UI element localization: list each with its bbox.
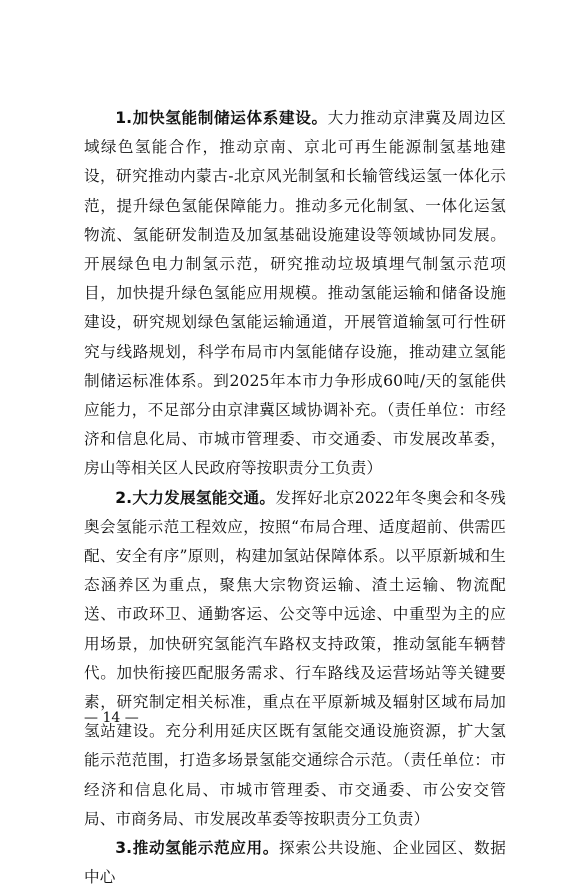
paragraph-body: 探索公共设施、企业园区、数据中心 bbox=[84, 839, 507, 887]
paragraph-hydrogen-transport bbox=[84, 484, 506, 834]
paragraph-hydrogen-demo bbox=[84, 834, 506, 892]
paragraph-heading: 1.加快氢能制储运体系建设。 bbox=[115, 109, 328, 127]
paragraph-hydrogen-production bbox=[84, 104, 506, 484]
page-number: — 14 — bbox=[84, 710, 139, 726]
paragraph-heading: 2.大力发展氢能交通。 bbox=[115, 488, 276, 507]
paragraph-body: 大力推动京津冀及周边区域绿色氢能合作，推动京南、京北可再生能源制氢基地建设，研究推动内蒙古-北京风光制氢和长输管线运氢一体化示范，提升绿色氢能保障能力。推动多元化制氢、一体化运氢物流、氢能研发制造及加氢基础设施建设等领域协同发展。开展绿色电力制氢示范，研究推动垃圾填埋气制氢示范项目，加快提升绿色氢能应用规模。推动氢能运输和储备设施建设，研究规划绿色氢能运输通道，开展管道输氢可行性研究与线路规划，科学布局市内氢能储存设施，推动建立氢能制储运标准体系。到2025年本市力争形成60吨/天的氢能供应能力，不足部分由京津冀区域协调补充。（责任单位：市经济和信息化局、市城市管理委、市交通委、市发展改革委，房山等相关区人民政府等按职责分工负责） bbox=[84, 109, 506, 478]
paragraph-heading: 3.推动氢能示范应用。 bbox=[115, 839, 280, 858]
paragraph-body: 发挥好北京2022年冬奥会和冬残奥会氢能示范工程效应，按照“布局合理、适度超前、供需匹配、安全有序”原则，构建加氢站保障体系。以平原新城和生态涵养区为重点，聚焦大宗物资运输、渣土运输、物流配送、市政环卫、通勤客运、公交等中远途、中重型为主的应用场景，加快研究氢能汽车路权支持政策，推动氢能车辆替代。加快衔接匹配服务需求、行车路线及运营场站等关键要素，研究制定相关标准，重点在平原新城及辐射区域布局加氢站建设。充分利用延庆区既有氢能交通设施资源，扩大氢能示范范围，打造多场景氢能交通综合示范。（责任单位：市经济和信息化局、市城市管理委、市交通委、市公安交管局、市商务局、市发展改革委等按职责分工负责） bbox=[84, 488, 506, 828]
body-text bbox=[84, 104, 506, 892]
